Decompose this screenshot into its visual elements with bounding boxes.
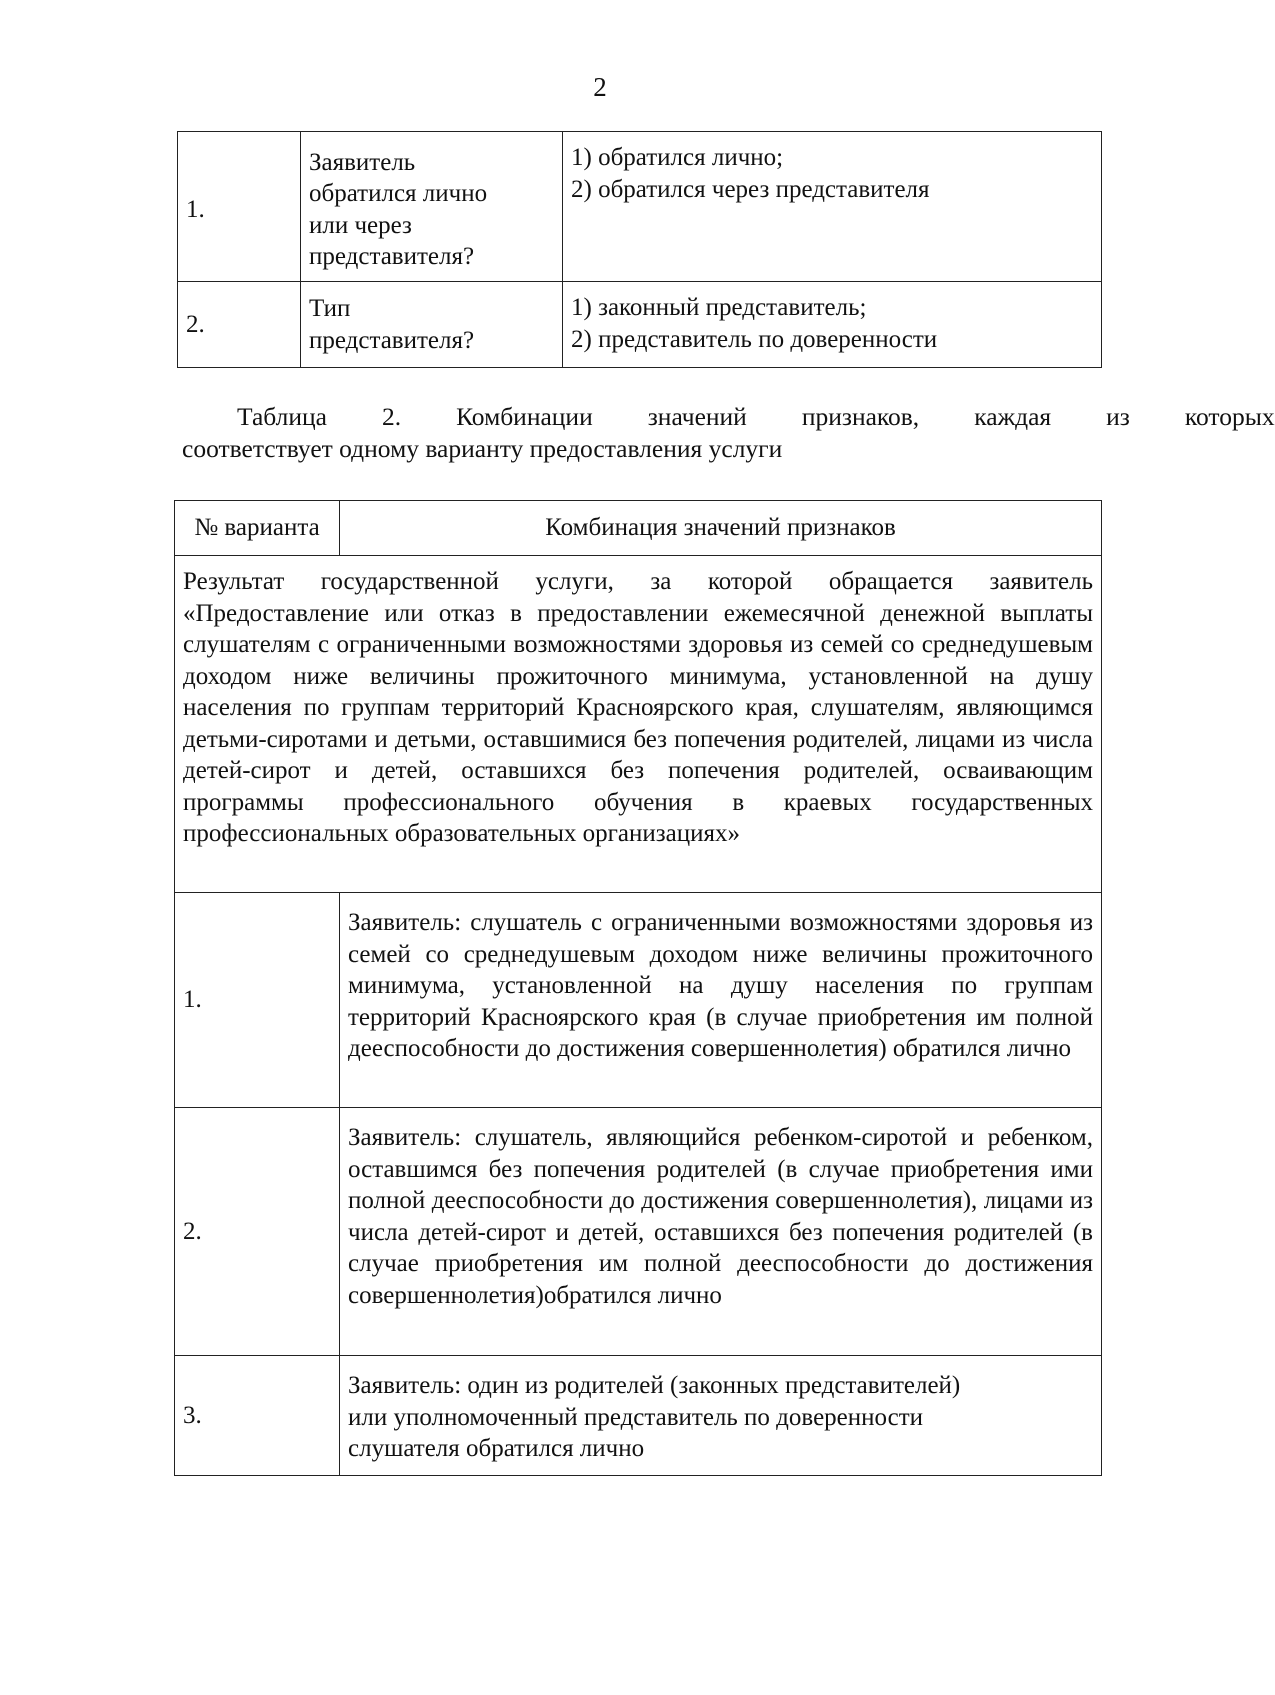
page-number: 2 [593, 72, 607, 102]
table-row [175, 1108, 1102, 1356]
column-header-variant-number: № варианта [175, 501, 340, 556]
value-line: 2) обратился через представителя [571, 175, 930, 203]
caption-line [182, 401, 1275, 433]
variant-number: 2. [175, 1108, 340, 1356]
table-row [175, 1356, 1102, 1476]
service-result: Результат государственной услуги, за которой обращается заявитель «Предоставление или отказ в предоставлении ежемесячной денежной выплаты слушателям с ограниченными возможностями здоровья из семей со среднедушевым доходом ниже величины прожиточного минимума, установленной на душу населения по группам территорий Красноярского края, слушателям, являющимся детьми-сиротами и детьми, оставшимися без попечения родителей, лицами из числа детей-сирот и детей, оставшихся без попечения родителей, осваивающим программы профессионального обучения в краевых государственных профессиональных образовательных организациях» [175, 556, 1102, 893]
table-row [175, 893, 1102, 1108]
variant-combination [340, 1356, 1102, 1476]
caption-word: Комбинации [456, 402, 593, 431]
table-caption [182, 401, 1275, 465]
question-line: представителя? [309, 326, 475, 354]
variant-number: 1. [175, 893, 340, 1108]
question-line: или через [309, 211, 412, 239]
variant-combination: Заявитель: слушатель, являющийся ребенком-сиротой и ребенком, оставшимся без попечения родителей (в случае приобретения ими полной дееспособности до достижения совершеннолетия), лицами из числа детей-сирот и детей, оставшихся без попечения родителей (в случае приобретения им полной дееспособности до достижения совершеннолетия)обратился лично [340, 1108, 1102, 1356]
caption-word: которых [1184, 402, 1275, 431]
value-line: 2) представитель по доверенности [571, 325, 938, 353]
criterion-question [301, 132, 563, 282]
question-line: Заявитель [309, 148, 416, 176]
caption-word: 2. [381, 402, 402, 431]
row-number: 1. [178, 132, 301, 282]
variant-combination: Заявитель: слушатель с ограниченными возможностями здоровья из семей со среднедушевым доходом ниже величины прожиточного минимума, установленной на душу населения по группам территорий Красноярского края (в случае приобретения им полной дееспособности до достижения совершеннолетия) обратился лично [340, 893, 1102, 1108]
table-header-row [175, 501, 1102, 556]
caption-word: каждая [974, 402, 1052, 431]
variant-line: Заявитель: один из родителей (законных представителей) [348, 1372, 961, 1399]
question-line: обратился лично [309, 180, 488, 207]
variants-table [174, 500, 1102, 1476]
question-line: представителя? [309, 243, 475, 270]
caption-word: из [1106, 402, 1130, 431]
criteria-table [177, 131, 1102, 368]
table-row [178, 282, 1102, 368]
caption-word: признаков, [801, 402, 920, 431]
table-row [178, 132, 1102, 282]
table-row [175, 556, 1102, 893]
caption-line: соответствует одному варианту предоставления услуги [182, 434, 783, 463]
caption-word: значений [647, 402, 747, 431]
caption-word: Таблица [237, 402, 327, 431]
value-line: 1) законный представитель; [571, 294, 867, 321]
question-line: Тип [309, 295, 351, 322]
variant-line: или уполномоченный представитель по доверенности [348, 1403, 924, 1431]
criterion-values [563, 282, 1102, 368]
criterion-values [563, 132, 1102, 282]
value-line: 1) обратился лично; [571, 144, 784, 171]
variant-number: 3. [175, 1356, 340, 1476]
variant-line: слушателя обратился лично [348, 1435, 645, 1462]
row-number: 2. [178, 282, 301, 368]
criterion-question [301, 282, 563, 368]
column-header-combination: Комбинация значений признаков [340, 501, 1102, 556]
